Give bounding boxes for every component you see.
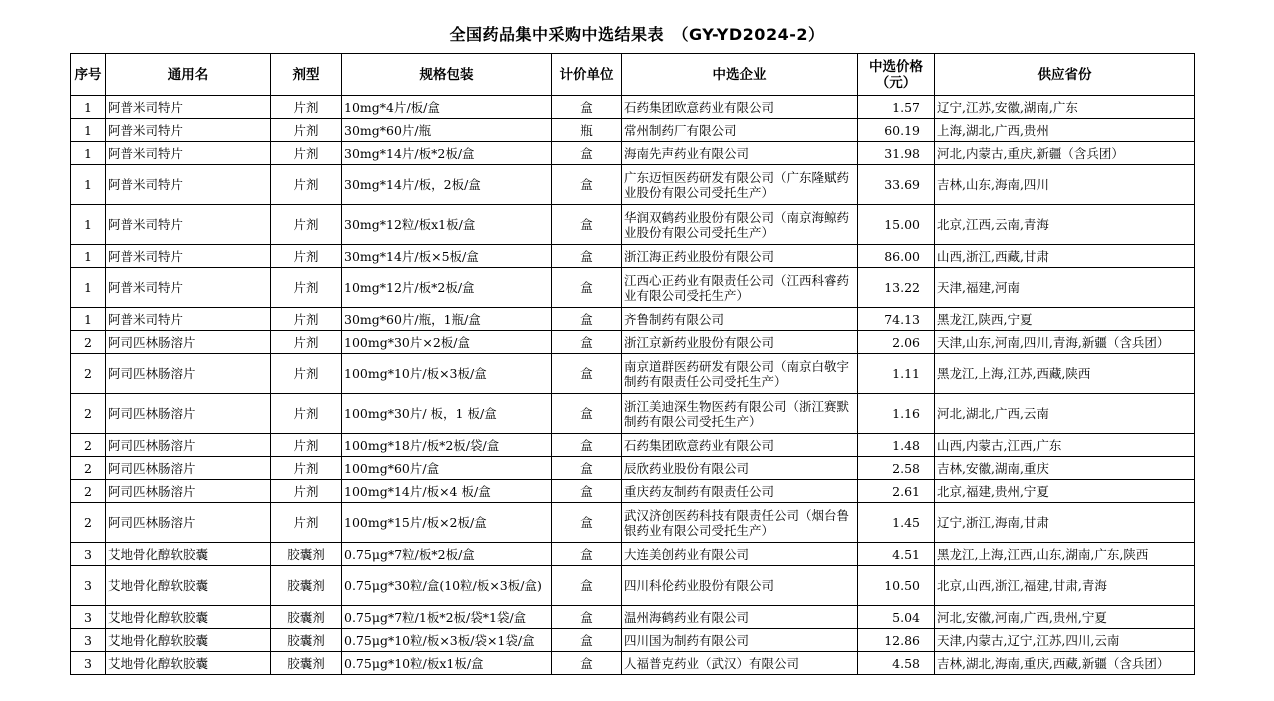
row-spec: 10mg*12片/板*2板/盒: [342, 268, 552, 308]
table-row: [71, 480, 1195, 503]
row-form: 片剂: [271, 480, 342, 503]
table-row: [71, 354, 1195, 394]
row-company: 石药集团欧意药业有限公司: [622, 434, 858, 457]
row-form: 片剂: [271, 434, 342, 457]
row-name: 阿普米司特片: [106, 96, 271, 119]
table-row: [71, 268, 1195, 308]
table-row: [71, 457, 1195, 480]
row-form: 片剂: [271, 96, 342, 119]
row-provinces: 辽宁,浙江,海南,甘肃: [935, 503, 1195, 543]
row-unit: 盒: [552, 606, 622, 629]
col-header-form: 剂型: [271, 54, 342, 96]
row-company: 浙江京新药业股份有限公司: [622, 331, 858, 354]
table-row: [71, 142, 1195, 165]
row-price: 31.98: [858, 142, 935, 165]
row-no: 1: [71, 142, 106, 165]
table-header-row: [71, 54, 1195, 96]
table-row: [71, 652, 1195, 675]
row-name: 阿司匹林肠溶片: [106, 354, 271, 394]
table-row: [71, 503, 1195, 543]
row-company: 武汉济创医药科技有限责任公司（烟台鲁银药业有限公司受托生产）: [622, 503, 858, 543]
row-unit: 盒: [552, 457, 622, 480]
row-name: 艾地骨化醇软胶囊: [106, 566, 271, 606]
row-company: 辰欣药业股份有限公司: [622, 457, 858, 480]
row-name: 阿司匹林肠溶片: [106, 331, 271, 354]
row-form: 胶囊剂: [271, 543, 342, 566]
row-company: 常州制药厂有限公司: [622, 119, 858, 142]
row-provinces: 辽宁,江苏,安徽,湖南,广东: [935, 96, 1195, 119]
row-no: 2: [71, 354, 106, 394]
row-no: 1: [71, 165, 106, 205]
row-unit: 盒: [552, 205, 622, 245]
row-company: 浙江美迪深生物医药有限公司（浙江赛默制药有限公司受托生产）: [622, 394, 858, 434]
col-header-spec: 规格包装: [342, 54, 552, 96]
row-form: 片剂: [271, 331, 342, 354]
row-company: 四川国为制药有限公司: [622, 629, 858, 652]
page-title: 全国药品集中采购中选结果表 （GY-YD2024-2）: [449, 25, 825, 44]
row-no: 1: [71, 268, 106, 308]
row-no: 2: [71, 480, 106, 503]
row-price: 33.69: [858, 165, 935, 205]
row-form: 片剂: [271, 308, 342, 331]
row-spec: 100mg*14片/板×4 板/盒: [342, 480, 552, 503]
row-company: 广东迈恒医药研发有限公司（广东隆赋药业股份有限公司受托生产）: [622, 165, 858, 205]
row-unit: 盒: [552, 394, 622, 434]
row-price: 2.58: [858, 457, 935, 480]
row-unit: 盒: [552, 354, 622, 394]
row-name: 艾地骨化醇软胶囊: [106, 629, 271, 652]
row-spec: 100mg*10片/板×3板/盒: [342, 354, 552, 394]
row-company: 浙江海正药业股份有限公司: [622, 245, 858, 268]
row-form: 片剂: [271, 457, 342, 480]
row-company: 大连美创药业有限公司: [622, 543, 858, 566]
row-provinces: 山西,浙江,西藏,甘肃: [935, 245, 1195, 268]
row-spec: 100mg*60片/盒: [342, 457, 552, 480]
table-row: [71, 543, 1195, 566]
row-name: 阿司匹林肠溶片: [106, 434, 271, 457]
col-header-name: 通用名: [106, 54, 271, 96]
table-row: [71, 606, 1195, 629]
col-header-no: 序号: [71, 54, 106, 96]
row-company: 四川科伦药业股份有限公司: [622, 566, 858, 606]
row-provinces: 河北,湖北,广西,云南: [935, 394, 1195, 434]
row-provinces: 北京,福建,贵州,宁夏: [935, 480, 1195, 503]
row-name: 艾地骨化醇软胶囊: [106, 543, 271, 566]
row-spec: 0.75μg*7粒/1板*2板/袋*1袋/盒: [342, 606, 552, 629]
row-provinces: 北京,山西,浙江,福建,甘肃,青海: [935, 566, 1195, 606]
col-header-price: 中选价格（元）: [858, 54, 935, 96]
table-row: [71, 308, 1195, 331]
row-name: 阿普米司特片: [106, 165, 271, 205]
table-row: [71, 566, 1195, 606]
row-unit: 盒: [552, 652, 622, 675]
row-no: 3: [71, 566, 106, 606]
row-price: 74.13: [858, 308, 935, 331]
row-spec: 30mg*14片/板*2板/盒: [342, 142, 552, 165]
row-unit: 盒: [552, 96, 622, 119]
row-form: 片剂: [271, 165, 342, 205]
row-company: 温州海鹤药业有限公司: [622, 606, 858, 629]
row-unit: 瓶: [552, 119, 622, 142]
col-header-unit: 计价单位: [552, 54, 622, 96]
row-provinces: 吉林,安徽,湖南,重庆: [935, 457, 1195, 480]
row-no: 1: [71, 96, 106, 119]
row-form: 片剂: [271, 268, 342, 308]
row-price: 1.11: [858, 354, 935, 394]
row-price: 12.86: [858, 629, 935, 652]
row-no: 1: [71, 119, 106, 142]
row-no: 3: [71, 629, 106, 652]
row-spec: 100mg*18片/板*2板/袋/盒: [342, 434, 552, 457]
row-no: 2: [71, 434, 106, 457]
row-name: 阿普米司特片: [106, 308, 271, 331]
row-form: 胶囊剂: [271, 629, 342, 652]
row-spec: 30mg*12粒/板x1板/盒: [342, 205, 552, 245]
row-spec: 30mg*60片/瓶，1瓶/盒: [342, 308, 552, 331]
row-company: 人福普克药业（武汉）有限公司: [622, 652, 858, 675]
row-spec: 10mg*4片/板/盒: [342, 96, 552, 119]
row-no: 1: [71, 308, 106, 331]
row-provinces: 河北,内蒙古,重庆,新疆（含兵团）: [935, 142, 1195, 165]
row-unit: 盒: [552, 142, 622, 165]
row-no: 2: [71, 503, 106, 543]
row-no: 2: [71, 457, 106, 480]
row-name: 阿普米司特片: [106, 245, 271, 268]
row-form: 胶囊剂: [271, 566, 342, 606]
row-provinces: 天津,内蒙古,辽宁,江苏,四川,云南: [935, 629, 1195, 652]
row-price: 2.06: [858, 331, 935, 354]
row-form: 胶囊剂: [271, 606, 342, 629]
row-price: 5.04: [858, 606, 935, 629]
row-provinces: 北京,江西,云南,青海: [935, 205, 1195, 245]
row-name: 艾地骨化醇软胶囊: [106, 652, 271, 675]
row-company: 南京道群医药研发有限公司（南京白敬宇制药有限责任公司受托生产）: [622, 354, 858, 394]
table-row: [71, 434, 1195, 457]
row-spec: 100mg*30片/ 板，1 板/盒: [342, 394, 552, 434]
row-name: 阿普米司特片: [106, 205, 271, 245]
row-form: 胶囊剂: [271, 652, 342, 675]
row-provinces: 天津,山东,河南,四川,青海,新疆（含兵团）: [935, 331, 1195, 354]
row-spec: 0.75μg*10粒/板×3板/袋×1袋/盒: [342, 629, 552, 652]
row-spec: 0.75μg*30粒/盒(10粒/板×3板/盒): [342, 566, 552, 606]
row-provinces: 黑龙江,上海,江苏,西藏,陕西: [935, 354, 1195, 394]
row-price: 4.51: [858, 543, 935, 566]
row-unit: 盒: [552, 503, 622, 543]
row-unit: 盒: [552, 165, 622, 205]
row-name: 阿司匹林肠溶片: [106, 480, 271, 503]
table-row: [71, 629, 1195, 652]
row-provinces: 吉林,湖北,海南,重庆,西藏,新疆（含兵团）: [935, 652, 1195, 675]
row-provinces: 河北,安徽,河南,广西,贵州,宁夏: [935, 606, 1195, 629]
row-no: 3: [71, 652, 106, 675]
row-unit: 盒: [552, 331, 622, 354]
row-spec: 100mg*30片×2板/盒: [342, 331, 552, 354]
row-spec: 30mg*14片/板×5板/盒: [342, 245, 552, 268]
row-form: 片剂: [271, 205, 342, 245]
row-price: 4.58: [858, 652, 935, 675]
row-provinces: 黑龙江,上海,江西,山东,湖南,广东,陕西: [935, 543, 1195, 566]
row-price: 13.22: [858, 268, 935, 308]
table-row: [71, 245, 1195, 268]
row-price: 1.48: [858, 434, 935, 457]
table-row: [71, 165, 1195, 205]
row-price: 1.45: [858, 503, 935, 543]
row-price: 60.19: [858, 119, 935, 142]
table-row: [71, 119, 1195, 142]
row-price: 1.16: [858, 394, 935, 434]
row-price: 1.57: [858, 96, 935, 119]
row-spec: 30mg*14片/板，2板/盒: [342, 165, 552, 205]
row-form: 片剂: [271, 142, 342, 165]
row-company: 重庆药友制药有限责任公司: [622, 480, 858, 503]
row-company: 石药集团欧意药业有限公司: [622, 96, 858, 119]
row-unit: 盒: [552, 629, 622, 652]
row-price: 2.61: [858, 480, 935, 503]
row-spec: 100mg*15片/板×2板/盒: [342, 503, 552, 543]
row-unit: 盒: [552, 543, 622, 566]
row-no: 1: [71, 245, 106, 268]
row-no: 3: [71, 606, 106, 629]
row-provinces: 山西,内蒙古,江西,广东: [935, 434, 1195, 457]
row-name: 艾地骨化醇软胶囊: [106, 606, 271, 629]
row-provinces: 黑龙江,陕西,宁夏: [935, 308, 1195, 331]
table-row: [71, 331, 1195, 354]
row-unit: 盒: [552, 566, 622, 606]
row-provinces: 上海,湖北,广西,贵州: [935, 119, 1195, 142]
row-name: 阿普米司特片: [106, 268, 271, 308]
row-unit: 盒: [552, 268, 622, 308]
table-row: [71, 394, 1195, 434]
row-form: 片剂: [271, 354, 342, 394]
row-unit: 盒: [552, 308, 622, 331]
col-header-provinces: 供应省份: [935, 54, 1195, 96]
row-form: 片剂: [271, 503, 342, 543]
row-company: 江西心正药业有限责任公司（江西科睿药业有限公司受托生产）: [622, 268, 858, 308]
row-company: 齐鲁制药有限公司: [622, 308, 858, 331]
row-unit: 盒: [552, 480, 622, 503]
row-price: 86.00: [858, 245, 935, 268]
row-name: 阿司匹林肠溶片: [106, 457, 271, 480]
row-name: 阿司匹林肠溶片: [106, 503, 271, 543]
row-spec: 30mg*60片/瓶: [342, 119, 552, 142]
row-provinces: 吉林,山东,海南,四川: [935, 165, 1195, 205]
row-unit: 盒: [552, 434, 622, 457]
row-spec: 0.75μg*10粒/板x1板/盒: [342, 652, 552, 675]
row-unit: 盒: [552, 245, 622, 268]
table-row: [71, 205, 1195, 245]
row-name: 阿普米司特片: [106, 142, 271, 165]
results-table: [70, 53, 1195, 675]
row-provinces: 天津,福建,河南: [935, 268, 1195, 308]
row-form: 片剂: [271, 394, 342, 434]
row-no: 2: [71, 394, 106, 434]
row-no: 1: [71, 205, 106, 245]
row-price: 10.50: [858, 566, 935, 606]
row-company: 华润双鹤药业股份有限公司（南京海鲸药业股份有限公司受托生产）: [622, 205, 858, 245]
row-form: 片剂: [271, 245, 342, 268]
table-row: [71, 96, 1195, 119]
row-name: 阿普米司特片: [106, 119, 271, 142]
row-spec: 0.75μg*7粒/板*2板/盒: [342, 543, 552, 566]
row-no: 3: [71, 543, 106, 566]
row-no: 2: [71, 331, 106, 354]
row-form: 片剂: [271, 119, 342, 142]
row-price: 15.00: [858, 205, 935, 245]
col-header-company: 中选企业: [622, 54, 858, 96]
row-company: 海南先声药业有限公司: [622, 142, 858, 165]
row-name: 阿司匹林肠溶片: [106, 394, 271, 434]
